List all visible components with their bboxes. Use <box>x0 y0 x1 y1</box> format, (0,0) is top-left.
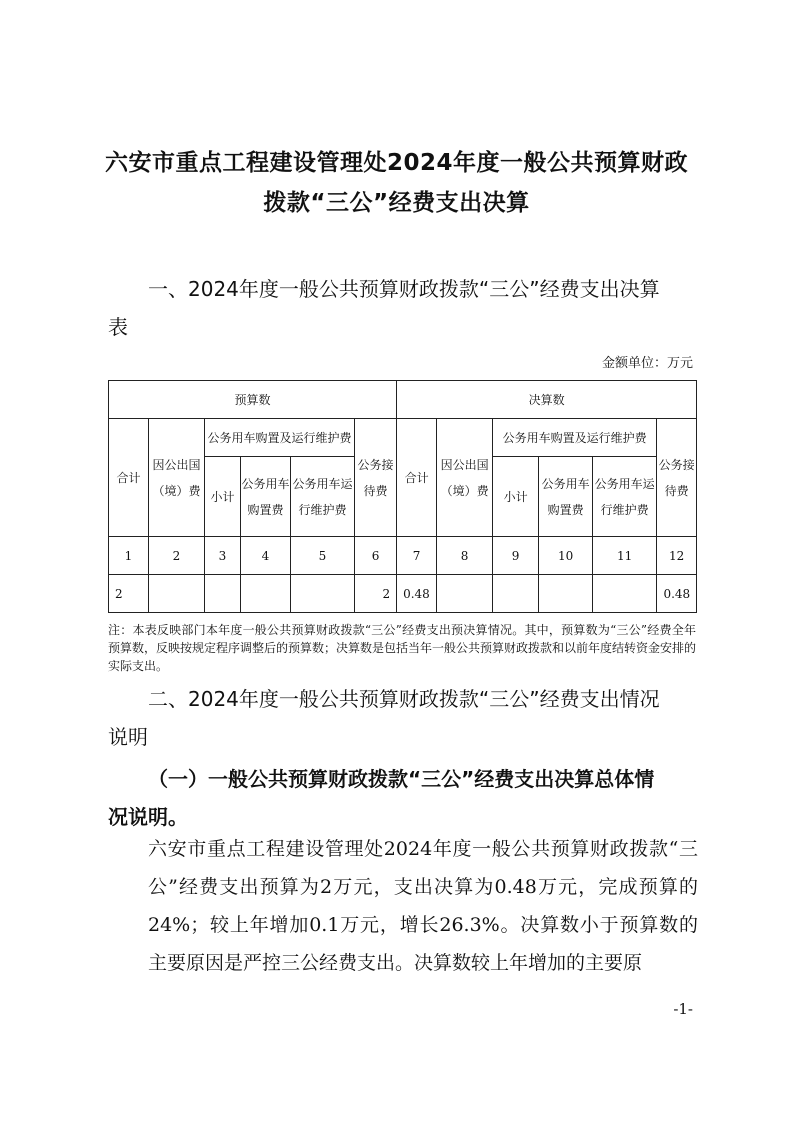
summary-paragraph <box>108 830 698 982</box>
vehicle-group-header: 公务用车购置及运行维护费 <box>205 419 355 457</box>
table-note: 注：本表反映部门本年度一般公共预算财政拨款“三公”经费支出预决算情况。其中，预算数为“三公”经费全年预算数，反映按规定程序调整后的预算数；决算数是包括当年一般公共预算财政拨款和以前年度结转资金安排的实际支出。 <box>108 623 697 673</box>
subtotal-header: 小计 <box>205 457 241 537</box>
reception-header-line-1: 公务接 <box>357 457 394 472</box>
summary-paragraph-text: 六安市重点工程建设管理处2024年度一般公共预算财政拨款“三公”经费支出预算为2万元，支出决算为0.48万元，完成预算的24%；较上年增加0.1万元，增长26.3%。决算数小于预算数的主要原因是严控三公经费支出。决算数较上年增加的主要原 <box>148 838 698 974</box>
value-cell: 2 <box>109 575 149 613</box>
section-1-line-2: 表 <box>108 315 128 339</box>
section-1-heading <box>108 270 698 346</box>
amount-unit-label: 金额单位：万元 <box>601 356 693 371</box>
abroad-header-line-1: 因公出国 <box>440 457 489 472</box>
title-line-1: 六安市重点工程建设管理处2024年度一般公共预算财政 <box>104 150 688 176</box>
subsection-1-heading <box>108 760 698 836</box>
index-cell: 8 <box>437 537 493 575</box>
page-number: -1- <box>673 1000 693 1018</box>
operate-header <box>593 457 657 537</box>
operate-header-line-2: 行维护费 <box>298 502 347 517</box>
index-row <box>109 537 697 575</box>
operate-header <box>291 457 355 537</box>
value-cell <box>205 575 241 613</box>
index-cell: 12 <box>657 537 697 575</box>
index-cell: 6 <box>355 537 397 575</box>
section-1-line-1: 一、2024年度一般公共预算财政拨款“三公”经费支出决算 <box>148 277 660 301</box>
value-cell: 0.48 <box>657 575 697 613</box>
value-cell <box>437 575 493 613</box>
section-2-heading <box>108 680 698 756</box>
section-2-line-1: 二、2024年度一般公共预算财政拨款“三公”经费支出情况 <box>148 687 660 711</box>
value-cell <box>291 575 355 613</box>
index-cell: 3 <box>205 537 241 575</box>
operate-header-line-2: 行维护费 <box>600 502 649 517</box>
index-cell: 5 <box>291 537 355 575</box>
value-cell: 0.48 <box>397 575 437 613</box>
subtotal-header: 小计 <box>493 457 539 537</box>
reception-header <box>355 419 397 537</box>
three-public-expenses-table <box>108 380 697 613</box>
purchase-header-line-2: 购置费 <box>247 502 284 517</box>
total-header: 合计 <box>109 419 149 537</box>
index-cell: 2 <box>149 537 205 575</box>
index-cell: 11 <box>593 537 657 575</box>
subsection-1-line-1: （一）一般公共预算财政拨款“三公”经费支出决算总体情 <box>148 767 655 791</box>
total-header: 合计 <box>397 419 437 537</box>
abroad-header <box>437 419 493 537</box>
value-cell <box>593 575 657 613</box>
section-2-line-2: 说明 <box>108 725 148 749</box>
document-title <box>60 143 733 223</box>
purchase-header-line-1: 公务用车 <box>241 476 290 491</box>
reception-header-line-1: 公务接 <box>658 457 695 472</box>
value-cell: 2 <box>355 575 397 613</box>
budget-header: 预算数 <box>109 381 397 419</box>
purchase-header <box>241 457 291 537</box>
value-row <box>109 575 697 613</box>
reception-header-line-2: 待费 <box>363 483 388 498</box>
purchase-header-line-2: 购置费 <box>547 502 584 517</box>
purchase-header <box>539 457 593 537</box>
abroad-header-line-2: （境）费 <box>440 483 489 498</box>
subsection-1-line-2: 况说明。 <box>108 805 188 829</box>
reception-header <box>657 419 697 537</box>
vehicle-group-header: 公务用车购置及运行维护费 <box>493 419 657 457</box>
value-cell <box>149 575 205 613</box>
final-header: 决算数 <box>397 381 697 419</box>
value-cell <box>539 575 593 613</box>
operate-header-line-1: 公务用车运 <box>594 476 655 491</box>
index-cell: 9 <box>493 537 539 575</box>
index-cell: 1 <box>109 537 149 575</box>
purchase-header-line-1: 公务用车 <box>541 476 590 491</box>
value-cell <box>241 575 291 613</box>
index-cell: 10 <box>539 537 593 575</box>
title-line-2: 拨款“三公”经费支出决算 <box>263 190 530 216</box>
reception-header-line-2: 待费 <box>664 483 689 498</box>
abroad-header <box>149 419 205 537</box>
index-cell: 4 <box>241 537 291 575</box>
operate-header-line-1: 公务用车运 <box>292 476 353 491</box>
abroad-header-line-1: 因公出国 <box>152 457 201 472</box>
value-cell <box>493 575 539 613</box>
abroad-header-line-2: （境）费 <box>152 483 201 498</box>
index-cell: 7 <box>397 537 437 575</box>
